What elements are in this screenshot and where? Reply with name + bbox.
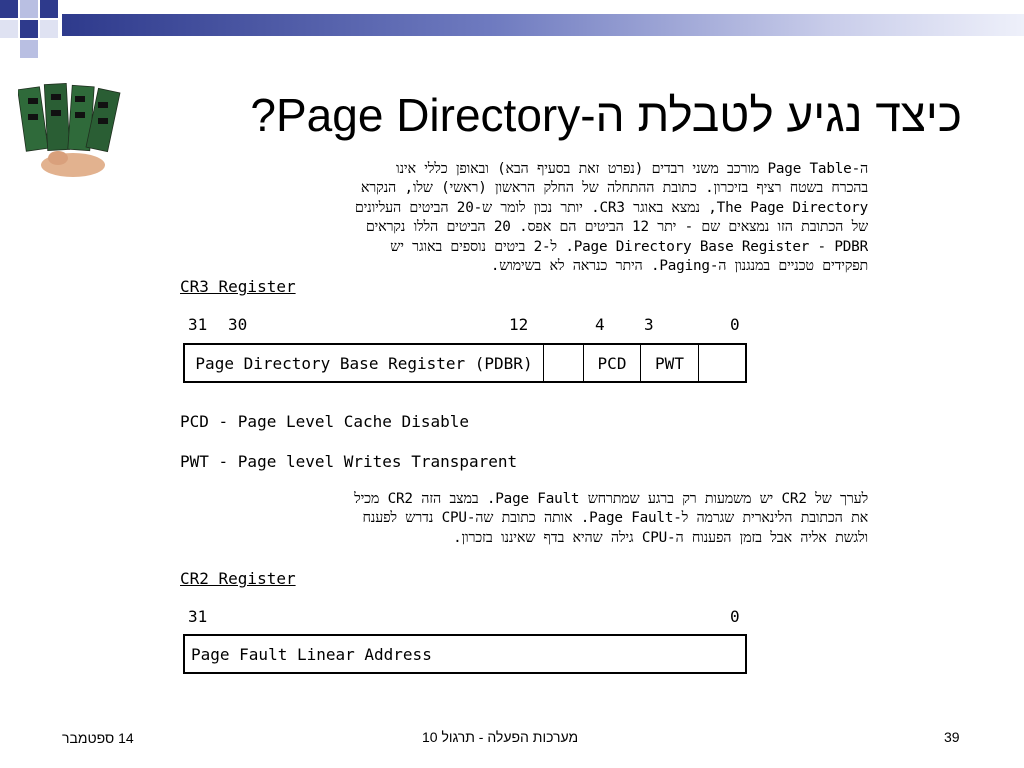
pcd-field: PCD: [584, 345, 641, 381]
cr3-bit-31: 31: [188, 315, 208, 334]
cr2-line: לערך של CR2 יש משמעות רק ברגע שמתרחש Page Fault. במצב הזה CR2 מכיל: [354, 491, 868, 507]
cr3-bit-3: 3: [644, 315, 654, 334]
ram-modules-icon: [18, 80, 133, 180]
cr2-bit-31: 31: [188, 607, 208, 626]
cr2-register-box: [183, 634, 747, 674]
cr3-bit-0: 0: [730, 315, 740, 334]
intro-line: בהכרח בשטח רציף בזיכרון. כתובת ההתחלה של החלק הראשון (ראשי) שלו, הנקרא: [360, 180, 868, 197]
footer-course: מערכות הפעלה - תרגול 10: [422, 729, 579, 745]
cr2-line: את הכתובת הלינארית שגרמה ל-Page Fault. אותה כתובת שה-CPU נדרש לפענח: [362, 510, 868, 527]
pwt-field: PWT: [641, 345, 699, 381]
cr2-bit-0: 0: [730, 607, 740, 626]
intro-line: The Page Directory, נמצא באוגר CR3. יותר נכון לומר ש-20 הביטים העליונים: [354, 199, 868, 216]
intro-line: Page Directory Base Register - PDBR. ל-2 ביטים נוספים באוגר יש: [390, 238, 868, 255]
intro-line: תפקידים טכניים במנגנון ה-Paging. היתר כנראה לא בשימוש.: [490, 258, 868, 275]
page-title: כיצד נגיע לטבלת ה-Page Directory?: [250, 89, 962, 141]
low-bits-field: [699, 345, 745, 381]
pdbr-field: Page Directory Base Register (PDBR): [185, 345, 544, 381]
cr3-bit-30: 30: [228, 315, 248, 334]
intro-paragraph: [180, 160, 868, 276]
page-number: 39: [944, 729, 960, 745]
cr2-line: ולגשת אליה אבל בזמן הפענוח ה-CPU גילה שהיא בדף שאיננו בזכרון.: [453, 529, 868, 546]
cr2-paragraph: [180, 490, 868, 548]
reserved-field: [544, 345, 584, 381]
cr2-heading: CR2 Register: [180, 569, 296, 588]
footer-date: 14 ספטמבר: [62, 730, 134, 746]
cr3-register-box: [183, 343, 747, 383]
intro-line: ה-Page Table מורכב משני רבדים (נפרט זאת בסעיף הבא) ובאופן כללי אינו: [395, 161, 868, 177]
pcd-definition: PCD - Page Level Cache Disable: [180, 412, 469, 431]
pwt-definition: PWT - Page level Writes Transparent: [180, 452, 518, 471]
header-gradient-bar: [62, 14, 1024, 36]
intro-line: של הכתובת הזו נמצאים שם - יתר 12 הביטים הם אפס. 20 הביטים הללו נקראים: [365, 219, 868, 236]
cr3-bit-12: 12: [509, 315, 529, 334]
cr3-bit-4: 4: [595, 315, 605, 334]
cr3-heading: CR3 Register: [180, 277, 296, 296]
linear-address-field: Page Fault Linear Address: [191, 644, 432, 664]
